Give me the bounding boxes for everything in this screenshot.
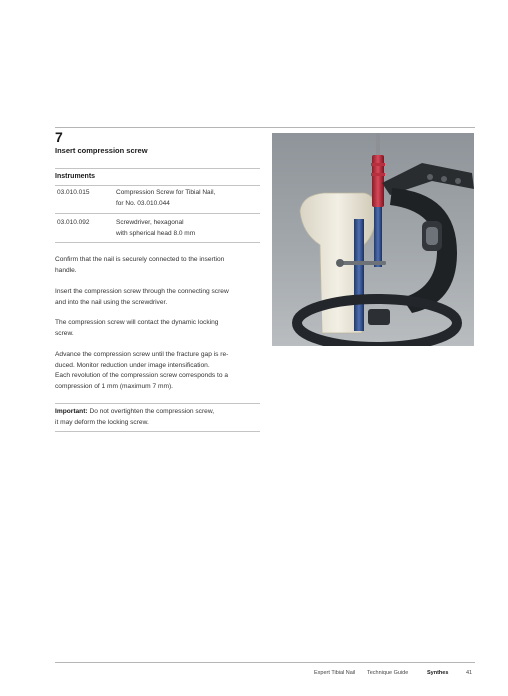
step-title: Insert compression screw <box>55 146 148 155</box>
insertion-sleeve <box>374 207 382 267</box>
paragraph-line: Advance the compression screw until the fracture gap is re- <box>55 351 229 358</box>
paragraph-contact-locking-screw <box>55 318 260 339</box>
paragraph-line: Confirm that the nail is securely connected to the insertion <box>55 256 225 263</box>
important-bottom-rule <box>55 431 260 432</box>
important-text: Do not overtighten the compression screw, <box>87 408 215 415</box>
paragraph-line: compression of 1 mm (maximum 7 mm). <box>55 382 173 390</box>
paragraph-line: Insert the compression screw through the connecting screw <box>55 288 229 295</box>
aiming-arm-window <box>426 227 438 245</box>
paragraph-line: The compression screw will contact the dynamic locking <box>55 319 219 326</box>
paragraph-line: Each revolution of the compression screw corresponds to a <box>55 372 228 379</box>
instrument-description-line: Compression Screw for Tibial Nail, <box>116 189 216 196</box>
instrument-description <box>116 218 261 239</box>
instruments-bottom-rule <box>55 242 260 243</box>
important-text: it may deform the locking screw. <box>55 418 149 426</box>
instrument-description-line: for No. 03.010.044 <box>116 199 170 207</box>
paragraph-advance-screw <box>55 350 260 392</box>
handle-connector <box>368 309 390 325</box>
paragraph-insert-screw <box>55 287 260 308</box>
tibial-nail <box>354 219 364 331</box>
handle-bolt <box>427 174 433 180</box>
instrument-description-line: with spherical head 8.0 mm <box>116 229 196 237</box>
instrument-code: 03.010.015 <box>57 189 90 196</box>
handle-bolt <box>441 176 447 182</box>
instruments-heading: Instruments <box>55 173 96 180</box>
step-number: 7 <box>55 129 63 145</box>
handle-bolt <box>455 178 461 184</box>
important-label: Important: <box>55 408 88 415</box>
screw-collar <box>371 173 385 176</box>
paragraph-confirm-connection <box>55 255 260 276</box>
paragraph-line: duced. Monitor reduction under image intensification. <box>55 361 210 369</box>
section-top-rule <box>55 127 475 128</box>
locking-screw-head <box>336 259 344 267</box>
paragraph-line: screw. <box>55 329 74 337</box>
instruments-row-rule <box>55 213 260 214</box>
compression-screw-illustration <box>272 133 474 346</box>
instrument-description-line: Screwdriver, hexagonal <box>116 219 184 226</box>
paragraph-line: handle. <box>55 266 77 274</box>
instruments-header-rule <box>55 185 260 186</box>
footer-document-title: Expert Tibial Nail <box>314 670 356 676</box>
locking-screw <box>340 261 386 265</box>
compression-screw-red <box>372 155 384 207</box>
footer-rule <box>55 662 475 663</box>
footer-guide-label: Technique Guide <box>367 670 409 676</box>
important-note <box>55 407 260 428</box>
footer-brand: Synthes <box>427 670 449 676</box>
important-line <box>55 407 260 418</box>
instruments-top-rule <box>55 168 260 169</box>
page-number: 41 <box>466 670 473 676</box>
screw-collar <box>371 163 385 166</box>
instrument-code: 03.010.092 <box>57 219 90 226</box>
important-top-rule <box>55 403 260 404</box>
paragraph-line: and into the nail using the screwdriver. <box>55 298 168 306</box>
instrument-description <box>116 188 261 209</box>
